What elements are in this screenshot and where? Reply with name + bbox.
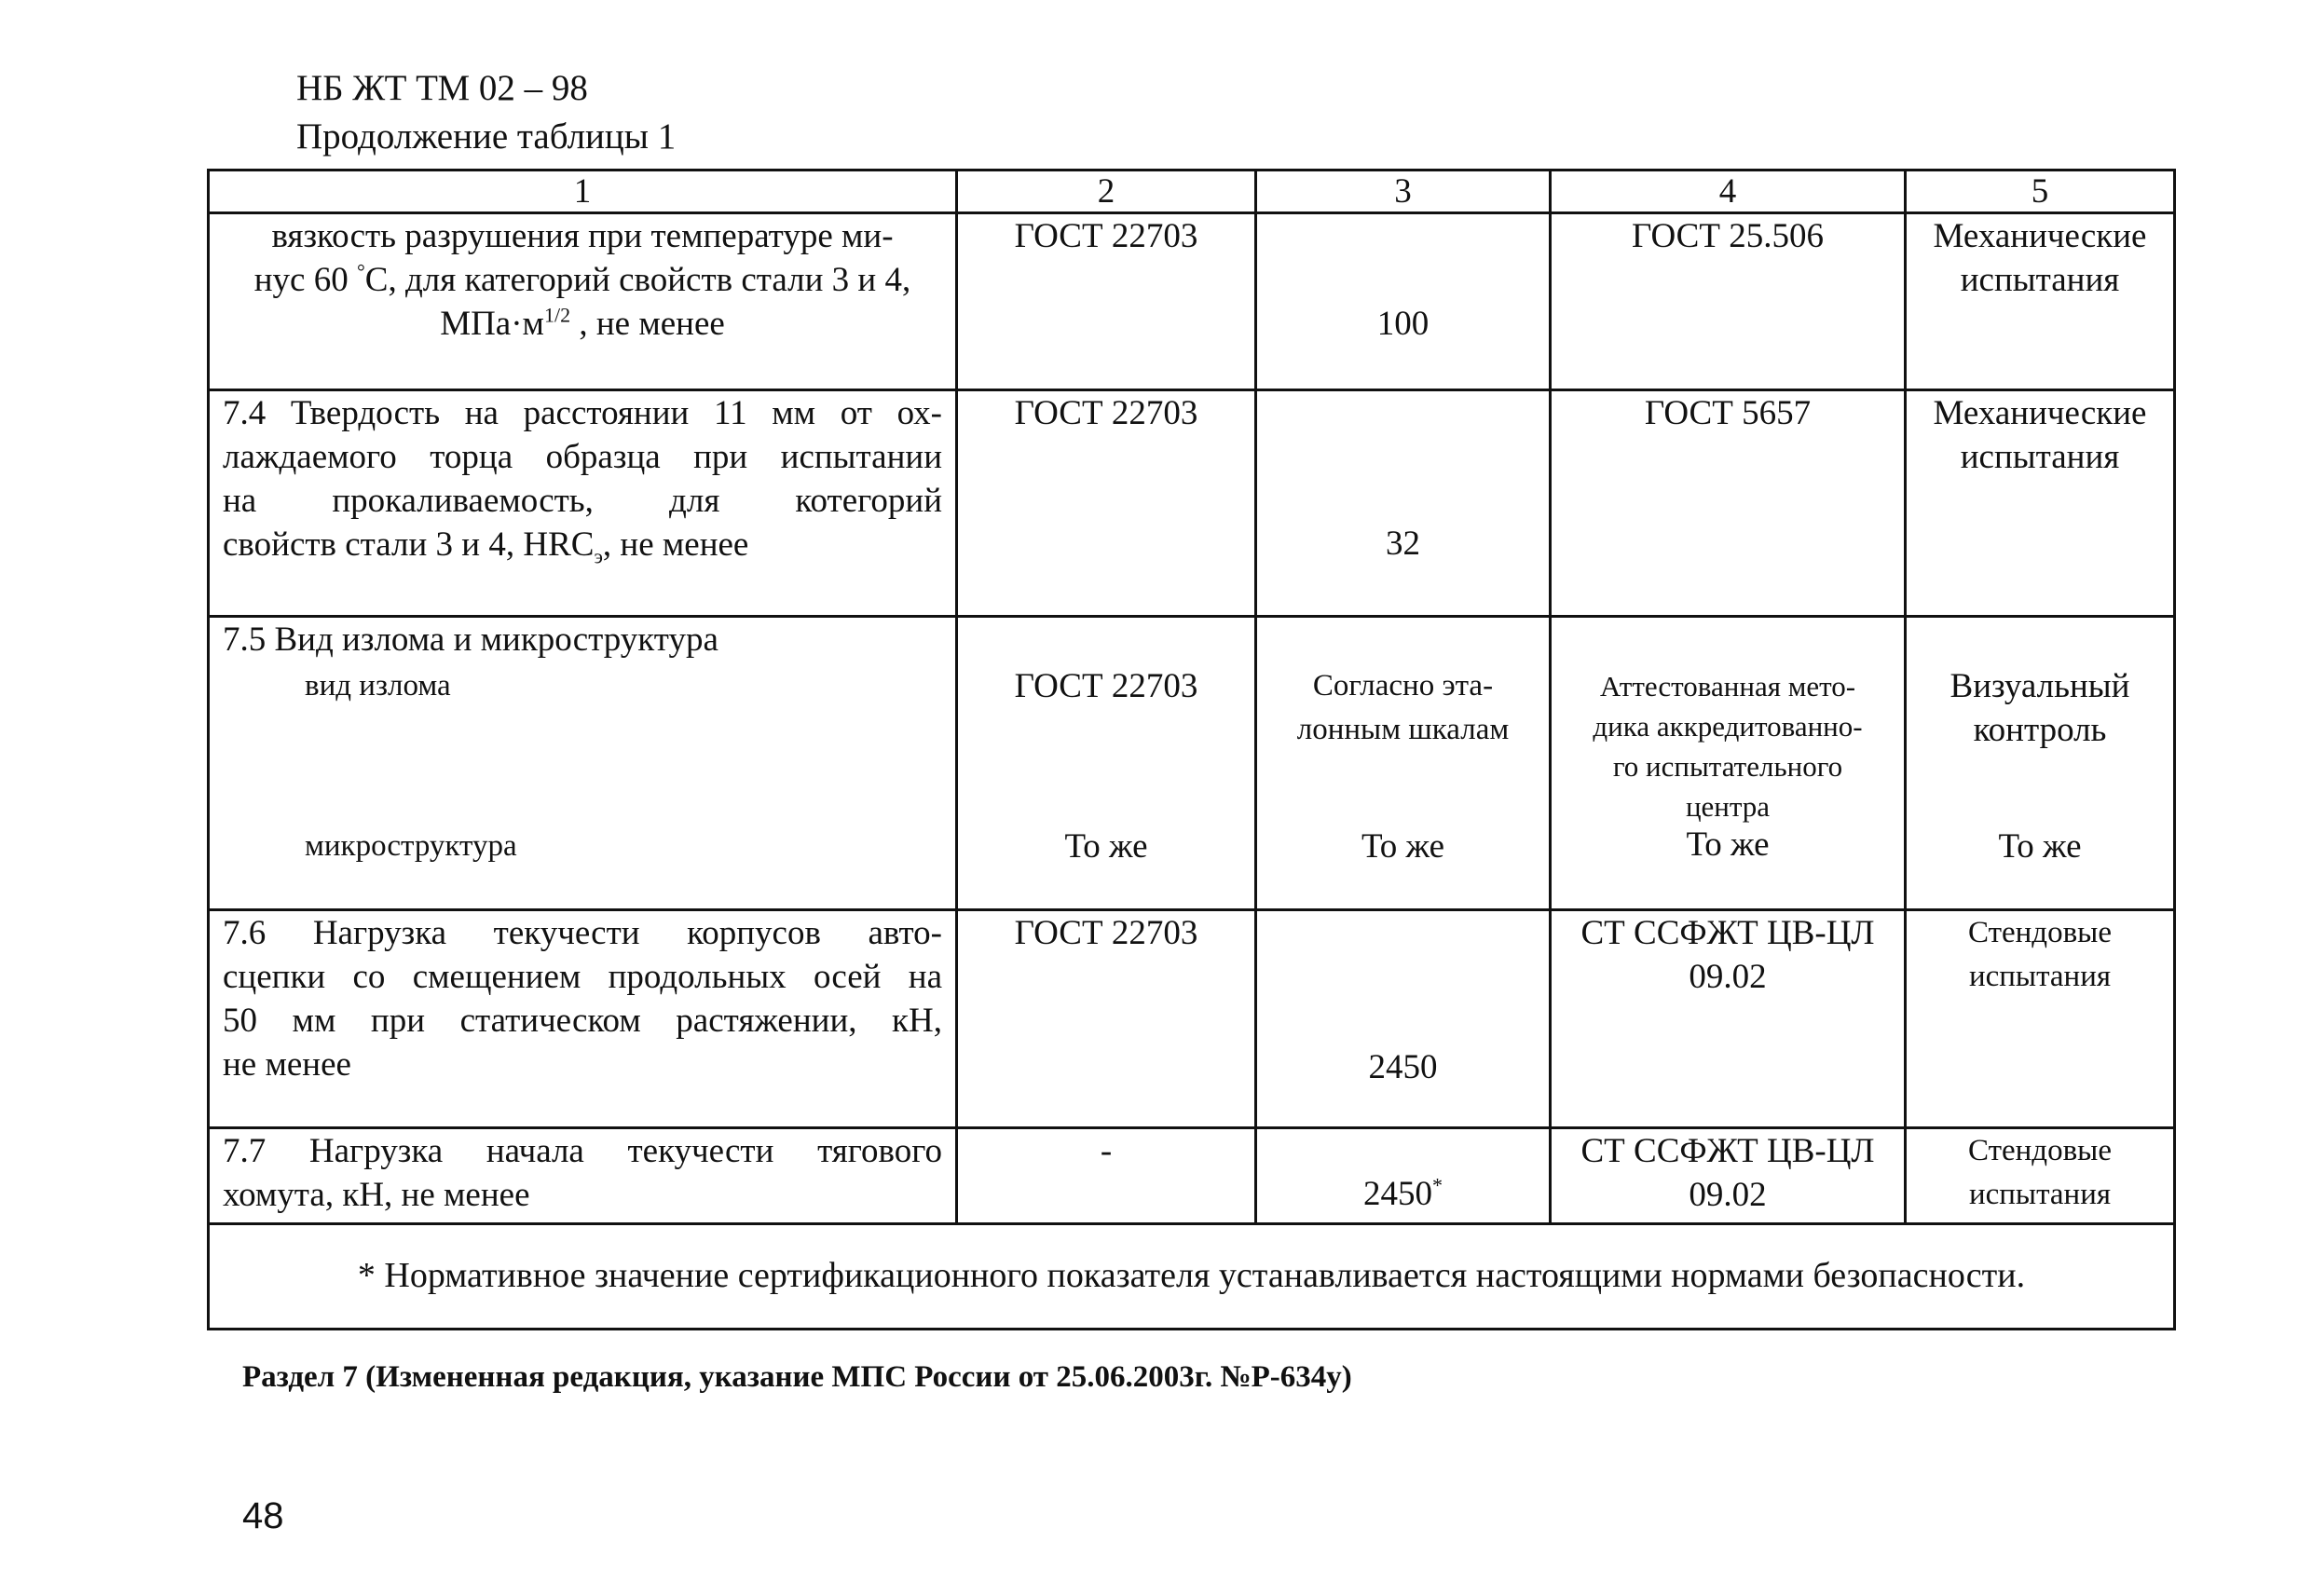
cell-param-description: [209, 616, 957, 909]
text-line: ГОСТ 22703: [1014, 666, 1198, 705]
cell-control-standard: [1551, 910, 1906, 1128]
cell-norm-value: [1256, 616, 1551, 909]
text-line: 09.02: [1689, 958, 1767, 997]
table-row-7-6: [209, 910, 2175, 1128]
document-code: НБ ЖТ ТМ 02 – 98: [296, 68, 588, 108]
table-continuation-label: Продолжение таблицы 1: [296, 116, 677, 157]
text-line: МПа·м: [440, 305, 544, 344]
text-line: , не менее: [570, 305, 725, 344]
text-line: Стендовые: [1968, 916, 2112, 950]
text-line: лонным шкалам: [1296, 712, 1510, 746]
cell-norm-value: [1256, 910, 1551, 1128]
text-line: на прокаливаемость, для котегорий: [223, 481, 942, 520]
cell-test-type: [1906, 616, 2175, 909]
col-number-2: 2: [957, 171, 1256, 213]
text-line: 50 мм при статическом растяжении, кН,: [223, 1002, 942, 1041]
text-line: Аттестованная мето-: [1599, 669, 1856, 703]
cell-control-standard: ГОСТ 25.506: [1551, 213, 1906, 390]
page-number: 48: [242, 1495, 284, 1536]
text-line: 09.02: [1689, 1176, 1767, 1215]
cell-test-type: [1906, 213, 2175, 390]
cell-test-type: [1906, 910, 2175, 1128]
text-line: свойств стали 3 и 4, HRC: [223, 525, 595, 564]
table-row-7-5: [209, 616, 2175, 909]
cell-param-description: [209, 910, 957, 1128]
cell-test-method-standard: ГОСТ 22703: [957, 389, 1256, 616]
text-line: То же: [1998, 826, 2082, 866]
cell-param-description: [209, 213, 957, 390]
text-line: Визуальный: [1949, 666, 2130, 705]
norm-value: 100: [1376, 305, 1430, 344]
norm-value: 32: [1386, 524, 1420, 563]
text-line: го испытательного: [1612, 749, 1843, 783]
table-footnote-row: [209, 1223, 2175, 1330]
text-line: лаждаемого торца образца при испытании: [223, 437, 942, 476]
text-line: хомута, кН, не менее: [223, 1176, 530, 1215]
text-line: 7.6 Нагрузка текучести корпусов авто-: [223, 914, 942, 953]
text-line: микроструктура: [305, 828, 517, 863]
text-line: С, для категорий свойств стали 3 и 4,: [364, 261, 911, 300]
cell-test-method-standard: [957, 616, 1256, 909]
text-line: испытания: [1968, 960, 2112, 994]
col-number-4: 4: [1551, 171, 1906, 213]
text-line: 7.5 Вид излома и микроструктура: [223, 620, 718, 659]
requirements-table: [207, 169, 2176, 1330]
text-line: контроль: [1973, 710, 2107, 749]
text-line: испытания: [1960, 437, 2120, 476]
cell-test-method-standard: ГОСТ 22703: [957, 213, 1256, 390]
norm-value: 2450: [1368, 1048, 1438, 1087]
text-line: 7.4 Твердость на расстоянии 11 мм от ох-: [223, 393, 942, 432]
text-line: Механические: [1933, 393, 2147, 432]
text-line: Согласно эта-: [1312, 668, 1494, 703]
text-line: испытания: [1960, 261, 2120, 300]
cell-norm-value: [1256, 1128, 1551, 1223]
text-line: вязкость разрушения при температуре ми-: [271, 217, 894, 256]
cell-norm-value: [1256, 389, 1551, 616]
degree-sign: °: [356, 259, 365, 283]
hrc-subscript: э: [594, 544, 603, 568]
cell-control-standard: [1551, 616, 1906, 909]
norm-value: [1257, 1172, 1549, 1216]
cell-test-method-standard: -: [957, 1128, 1256, 1223]
text-line: То же: [1064, 826, 1148, 866]
cell-test-type: [1906, 1128, 2175, 1223]
text-line: , не менее: [602, 525, 749, 564]
amendment-note: Раздел 7 (Измененная редакция, указание МПС России от 25.06.2003г. №Р-634у): [242, 1360, 1352, 1394]
text-line: вид излома: [305, 668, 451, 703]
cell-norm-value: [1256, 213, 1551, 390]
text-line: нус 60: [253, 261, 357, 300]
cell-control-standard: ГОСТ 5657: [1551, 389, 1906, 616]
text-line: центра: [1685, 789, 1771, 823]
text-line: дика аккредитованно-: [1593, 709, 1863, 743]
unit-exponent: 1/2: [543, 303, 571, 327]
text-line: То же: [1361, 826, 1445, 866]
norm-number: 2450: [1363, 1175, 1432, 1214]
cell-param-description: [209, 389, 957, 616]
table-row-7-7: [209, 1128, 2175, 1223]
text-line: 7.7 Нагрузка начала текучести тягового: [223, 1132, 942, 1171]
col-number-5: 5: [1906, 171, 2175, 213]
table-row-fracture-toughness: [209, 213, 2175, 390]
cell-test-type: [1906, 389, 2175, 616]
text-line: СТ ССФЖТ ЦВ-ЦЛ: [1580, 914, 1875, 953]
column-number-row: [209, 171, 2175, 213]
table-footnote: * Нормативное значение сертификационного показателя устанавливается настоящими нормами безопасности.: [209, 1223, 2175, 1330]
text-line: не менее: [223, 1045, 351, 1084]
text-line: сцепки со смещением продольных осей на: [223, 958, 942, 997]
footnote-marker: *: [1432, 1173, 1443, 1197]
text-line: Стендовые: [1968, 1134, 2112, 1168]
text-line: СТ ССФЖТ ЦВ-ЦЛ: [1580, 1132, 1875, 1171]
cell-test-method-standard: ГОСТ 22703: [957, 910, 1256, 1128]
col-number-3: 3: [1256, 171, 1551, 213]
text-line: Механические: [1933, 217, 2147, 256]
text-line: То же: [1686, 825, 1770, 864]
cell-control-standard: [1551, 1128, 1906, 1223]
col-number-1: 1: [209, 171, 957, 213]
text-line: испытания: [1968, 1178, 2112, 1212]
cell-param-description: [209, 1128, 957, 1223]
table-row-7-4: [209, 389, 2175, 616]
